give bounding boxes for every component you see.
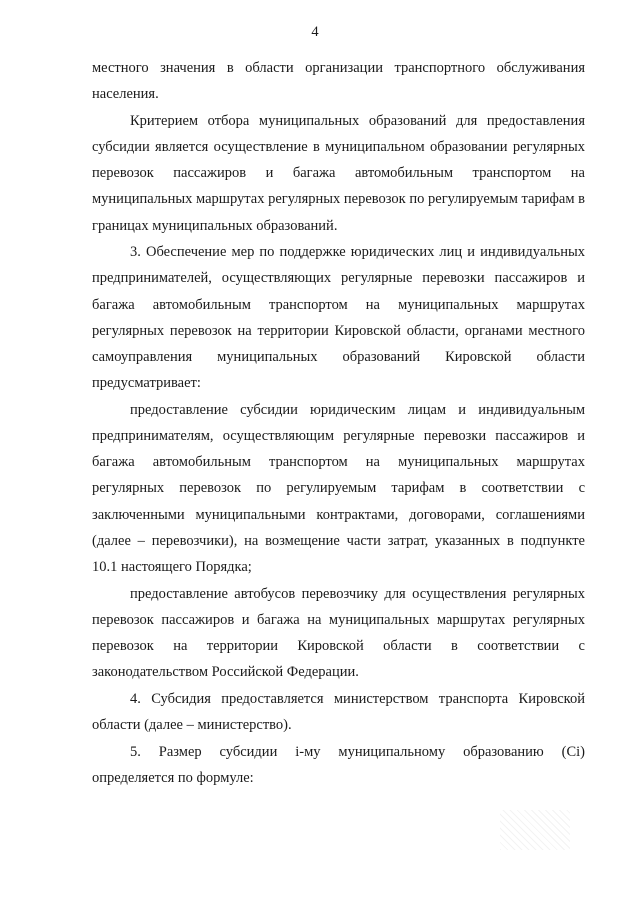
paragraph-item-4: 4. Субсидия предоставляется министерством транспорта Кировской области (далее – министерство). xyxy=(92,690,585,734)
paragraph-selection-criterion: Критерием отбора муниципальных образований для предоставления субсидии является осуществление в муниципальном образовании регулярных перевозок пассажиров и багажа автомобильным транспортом на муниципальных маршрутах регулярных перевозок по регулируемым тарифам в границах муниципальных образований. xyxy=(92,112,585,234)
paragraph-bus-provision: предоставление автобусов перевозчику для осуществления регулярных перевозок пассажиров и багажа на муниципальных маршрутах регулярных перевозок на территории Кировской области в соответствии с законодательством Российской Федерации. xyxy=(92,585,585,681)
page-number: 4 xyxy=(311,24,319,40)
document-body xyxy=(92,55,585,791)
paragraph-subsidy-provision: предоставление субсидии юридическим лицам и индивидуальным предпринимателям, осуществляющим регулярные перевозки пассажиров и багажа автомобильным транспортом на муниципальных маршрутах регулярных перевозок по регулируемым тарифам в соответствии с заключенными муниципальными контрактами, договорами, соглашениями (далее – перевозчики), на возмещение части затрат, указанных в подпункте 10.1 настоящего Порядка; xyxy=(92,401,585,576)
paragraph-1: местного значения в области организации транспортного обслуживания населения. xyxy=(92,60,585,103)
scan-noise xyxy=(500,810,570,850)
paragraph-item-3: 3. Обеспечение мер по поддержке юридических лиц и индивидуальных предпринимателей, осуществляющих регулярные перевозки пассажиров и багажа автомобильным транспортом на муниципальных маршрутах регулярных перевозок на территории Кировской области, органами местного самоуправления муниципальных образований Кировской области предусматривает: xyxy=(92,244,585,392)
paragraph-item-5: 5. Размер субсидии i-му муниципальному образованию (Ci) определяется по формуле: xyxy=(92,743,585,786)
